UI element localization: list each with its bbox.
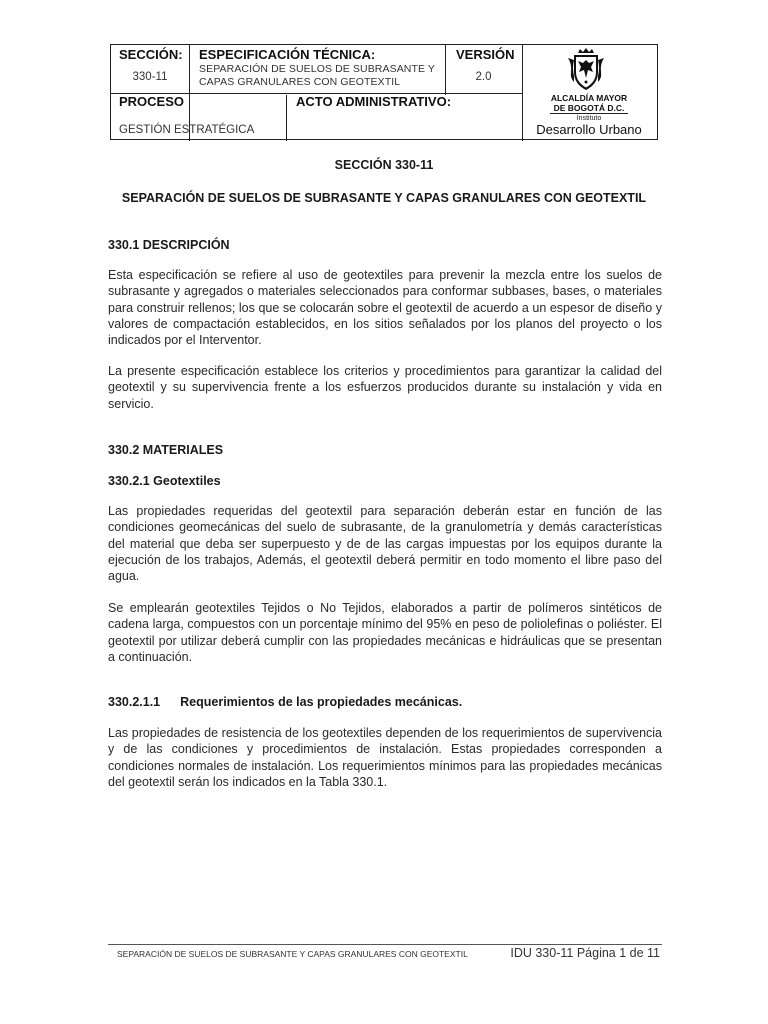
paragraph-geotextiles-2: Se emplearán geotextiles Tejidos o No Tejidos, elaborados a partir de polímeros sintéticos de cadena larga, compuestos con un porcentaje mínimo del 95% en peso de poliolefinas o poliéster. El geotextil por utilizar deberá cumplir con las propiedades mecánicas e hidráulicas que se presentan a continuación. (108, 601, 662, 664)
heading-requerimientos (108, 695, 462, 709)
paragraph-geotextiles-1: Las propiedades requeridas del geotextil para separación deberán estar en función de las condiciones geomecánicas del suelo de subrasante, de la granulometría y demás características del material que deba ser superpuesto y de de las cargas impuestas por los equipos durante la ejecución de los trabajos, Además, el geotextil deberá permitir en todo momento el libre paso del agua. (108, 504, 662, 584)
footer-page-number: IDU 330-11 Página 1 de 11 (510, 946, 660, 960)
idu-logo (522, 45, 656, 138)
heading-requerimientos-number: 330.2.1.1 (108, 695, 161, 709)
heading-descripcion: 330.1 DESCRIPCIÓN (108, 238, 230, 252)
logo-desarrollo-urbano-text: Desarrollo Urbano (536, 122, 642, 137)
heading-materiales: 330.2 MATERIALES (108, 443, 224, 457)
divider (445, 45, 446, 95)
logo-instituto-text: Instituto (576, 115, 602, 122)
version-value: 2.0 (475, 71, 492, 83)
proceso-label: PROCESO (119, 94, 185, 109)
proceso-value: GESTIÓN ESTRATÉGICA (119, 124, 255, 136)
document-header-table (110, 44, 658, 140)
paragraph-descripcion-2: La presente especificación establece los criterios y procedimientos para garantizar la calidad del geotextil y su supervivencia frente a los esfuerzos producidos durante su instalación y vida en servicio. (108, 364, 662, 411)
version-label: VERSIÓN (456, 47, 515, 62)
logo-bogota-text: DE BOGOTÁ D.C. (553, 103, 625, 113)
seccion-label: SECCIÓN: (119, 47, 183, 62)
paragraph-descripcion-1: Esta especificación se refiere al uso de geotextiles para prevenir la mezcla entre los suelos de subrasante y agregados o materiales seleccionados para conformar subbases, bases, o materiales para construir rellenos; los que se colocarán sobre el geotextil de acuerdo a un espesor de diseño y valores de compactación establecidos, en los sitios señalados por los planos del proyecto o los indicados por el Interventor. (108, 268, 662, 348)
especificacion-value-line2: CAPAS GRANULARES CON GEOTEXTIL (199, 76, 401, 88)
section-title: SECCIÓN 330-11 (334, 158, 434, 172)
seccion-value: 330-11 (132, 71, 168, 83)
especificacion-value-line1: SEPARACIÓN DE SUELOS DE SUBRASANTE Y (199, 63, 436, 75)
divider (286, 95, 287, 141)
bogota-coat-of-arms-icon (566, 48, 606, 92)
acto-administrativo-label: ACTO ADMINISTRATIVO: (296, 94, 452, 109)
heading-geotextiles: 330.2.1 Geotextiles (108, 474, 221, 488)
footer-document-title: SEPARACIÓN DE SUELOS DE SUBRASANTE Y CAPAS GRANULARES CON GEOTEXTIL (117, 949, 468, 959)
footer-divider (108, 944, 662, 945)
main-title: SEPARACIÓN DE SUELOS DE SUBRASANTE Y CAPAS GRANULARES CON GEOTEXTIL (121, 191, 647, 205)
logo-alcaldia-text: ALCALDÍA MAYOR (550, 93, 628, 103)
paragraph-requerimientos: Las propiedades de resistencia de los geotextiles dependen de los requerimientos de supervivencia y de las condiciones y procedimientos de instalación. Estas propiedades corresponden a condiciones normales de instalación. Los requerimientos mínimos para las propiedades mecánicas del geotextil serán los indicados en la Tabla 330.1. (108, 726, 662, 789)
especificacion-label: ESPECIFICACIÓN TÉCNICA: (199, 47, 376, 62)
heading-requerimientos-text: Requerimientos de las propiedades mecánicas. (180, 695, 463, 709)
